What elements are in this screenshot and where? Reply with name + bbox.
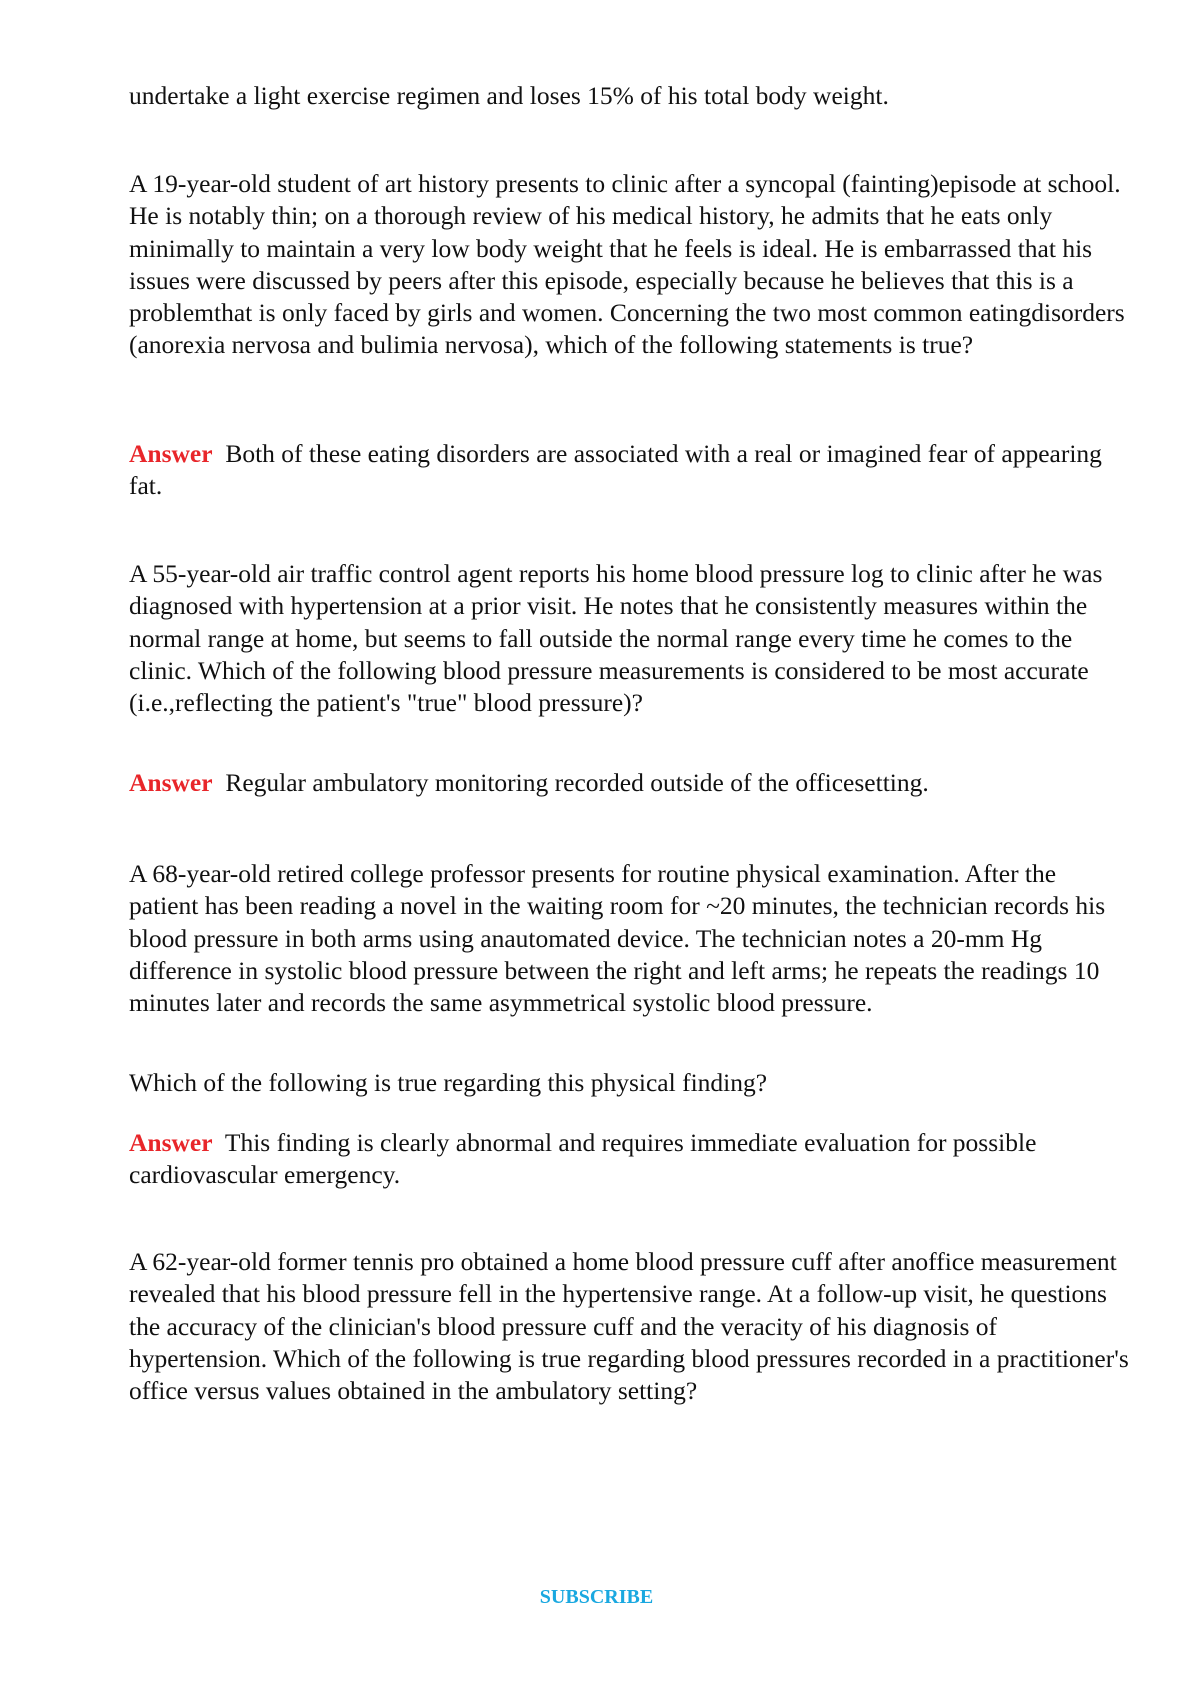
answer-label: Answer xyxy=(129,439,213,468)
question-3-answer xyxy=(129,1127,1129,1192)
answer-label: Answer xyxy=(129,1128,213,1157)
question-3-text: A 68-year-old retired college professor presents for routine physical examination. After the patient has been reading a novel in the waiting room for ~20 minutes, the technician records his blood pressure in both arms using anautomated device. The technician notes a 20-mm Hg difference in systolic blood pressure between the right and left arms; he repeats the readings 10 minutes later and records the same asymmetrical systolic blood pressure. xyxy=(129,859,1106,1018)
question-4-text: A 62-year-old former tennis pro obtained a home blood pressure cuff after anoffice measurement revealed that his blood pressure fell in the hypertensive range. At a follow-up visit, he questions the accuracy of the clinician's blood pressure cuff and the veracity of his diagnosis of hypertension. Which of the following is true regarding blood pressures recorded in a practitioner's office versus values obtained in the ambulatory setting? xyxy=(129,1247,1129,1406)
answer-text: Both of these eating disorders are associated with a real or imagined fear of appearing fat. xyxy=(129,439,1102,501)
answer-text: Regular ambulatory monitoring recorded outside of the officesetting. xyxy=(225,768,929,797)
question-1-answer xyxy=(129,438,1129,503)
answer-label: Answer xyxy=(129,768,213,797)
subscribe-link[interactable]: SUBSCRIBE xyxy=(539,1586,654,1608)
answer-text: This finding is clearly abnormal and requires immediate evaluation for possible cardiovascular emergency. xyxy=(129,1128,1037,1190)
intro-line: undertake a light exercise regimen and loses 15% of his total body weight. xyxy=(129,81,889,110)
question-3-followup: Which of the following is true regarding this physical finding? xyxy=(129,1068,768,1097)
question-2-text: A 55-year-old air traffic control agent reports his home blood pressure log to clinic after he was diagnosed with hypertension at a prior visit. He notes that he consistently measures within the normal range at home, but seems to fall outside the normal range every time he comes to the clinic. Which of the following blood pressure measurements is considered to be most accurate (i.e.,reflecting the patient's "true" blood pressure)? xyxy=(129,559,1103,718)
question-2-answer xyxy=(129,767,1129,799)
question-1-text: A 19-year-old student of art history presents to clinic after a syncopal (fainting)episode at school. He is notably thin; on a thorough review of his medical history, he admits that he eats only minimally to maintain a very low body weight that he feels is ideal. He is embarrassed that his issues were discussed by peers after this episode, especially because he believes that this is a problemthat is only faced by girls and women. Concerning the two most common eatingdisorders (anorexia nervosa and bulimia nervosa), which of the following statements is true? xyxy=(129,169,1125,360)
